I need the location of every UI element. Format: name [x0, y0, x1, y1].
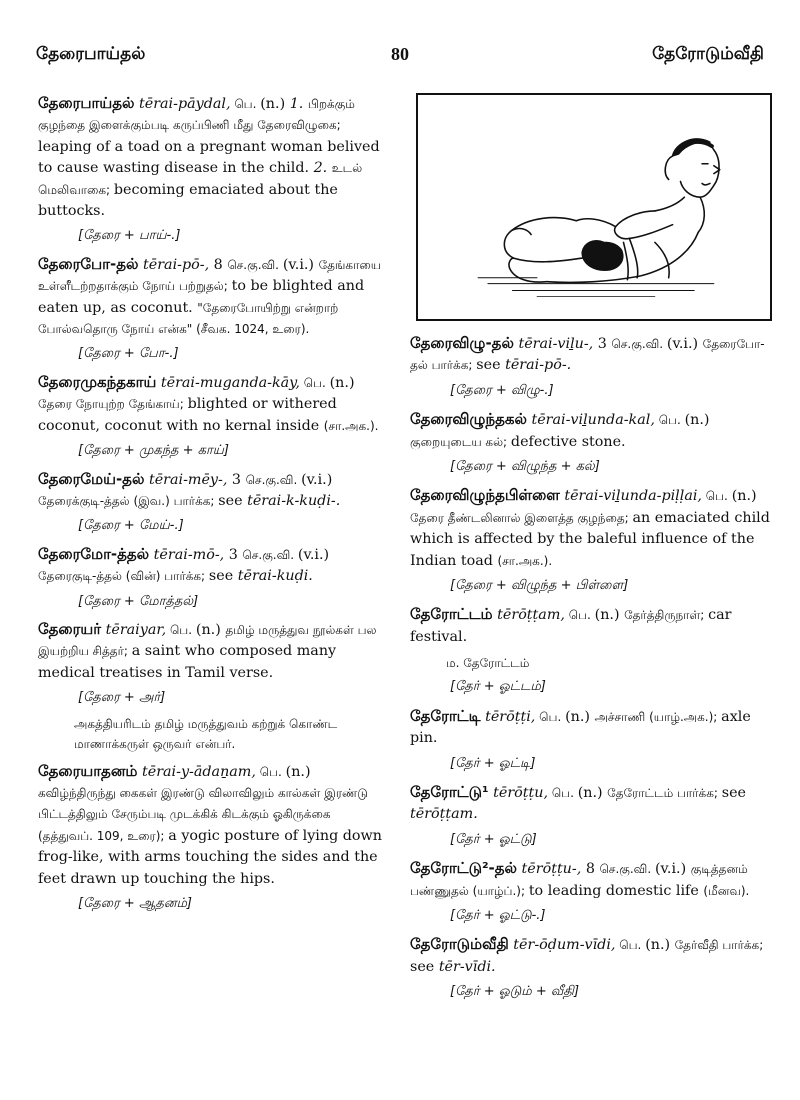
left-column [38, 93, 388, 921]
entry-english-text: a yogic posture of lying down frog-like, with arms touching the sides and the feet drawn up touching the hips. [38, 827, 382, 887]
entry-tamil-text: செ.கு.வி. [599, 862, 655, 877]
right-column [410, 93, 772, 1011]
entry-english-text: 8 [581, 861, 600, 878]
entry-tamil-text: தேரை தீண்டலினால் இளைத்த குழந்தை; [410, 510, 633, 525]
entry-english-text: leaping of a toad on a pregnant woman belived to cause wasting disease in the child. [38, 138, 380, 177]
entry-tamil-text: பிறக்கும் குழந்தை இளைக்கும்படி கருப்பிணி மீது தேரைவிழுகை; [38, 97, 355, 133]
right-column-entries [410, 333, 772, 1003]
entry-english-text: a saint who composed many medical treatises in Tamil verse. [38, 643, 337, 681]
entry-english-text: 3 [224, 546, 243, 563]
entry-tamil-text: "தேரைபோயிற்று என்றாற் போல்வதொரு நோய் என்க" (சீவக. 1024, உரை). [38, 300, 339, 337]
entry-tamil-text: (மீனவ). [703, 883, 750, 898]
frog-posture-drawing [418, 95, 770, 319]
entry-transliteration: tērai-kuḍi. [237, 568, 313, 585]
entry-english-text: to leading domestic life [528, 882, 704, 899]
entry-transliteration: tērai-mēy-, [144, 471, 228, 488]
entry-english-text: (n.) [565, 708, 595, 725]
dictionary-entry [38, 761, 388, 915]
entry-etymology: [தேரை + விழு-.] [450, 382, 554, 398]
entry-english-text: (v.i.) [666, 336, 703, 352]
entry-tamil-text: பெ. [535, 709, 566, 724]
entry-tamil-text: குடித்தனம் பண்ணுதல் (யாழ்ப்.); [410, 862, 748, 898]
dictionary-entry [38, 619, 388, 754]
entry-headword: தேரோட்டு²-தல் [410, 859, 517, 878]
entry-headword: தேரையாதனம் [38, 761, 138, 780]
entry-etymology: [தேரை + ஆதனம்] [78, 896, 192, 911]
entry-english-text: 8 [209, 256, 228, 273]
entry-transliteration: tērōṭṭam, [492, 607, 565, 624]
entry-headword: தேரோட்டு¹ [410, 782, 489, 801]
dictionary-entry [410, 485, 772, 596]
entry-transliteration: tērai-k-kuḍi-. [247, 492, 341, 509]
entry-headword: தேரைவிழு-தல் [410, 334, 514, 352]
entry-headword: தேரைமுகந்தகாய் [38, 372, 157, 391]
entry-etymology: [தேர் + ஓட்டி] [450, 755, 536, 771]
entry-english-text: (v.i.) [297, 546, 330, 563]
entry-tamil-text: உடல் மெலிவாகை; [38, 161, 363, 197]
entry-english-text: (n.) [731, 488, 757, 505]
dictionary-entry [38, 544, 388, 612]
entry-transliteration: tērōṭṭam. [410, 806, 478, 823]
entry-headword: தேரோட்டி [410, 706, 481, 725]
header-left-guideword: தேரைபாய்தல் [36, 44, 146, 64]
entry-english-text: 3 [593, 336, 612, 352]
entry-transliteration: tērōṭṭu, [488, 784, 548, 801]
entry-tamil-text: தேரைபோ-தல் பார்க்க; [410, 337, 765, 373]
entry-tamil-text: பெ. [230, 97, 261, 111]
entry-headword: தேரைபோ-தல் [38, 254, 139, 273]
entry-tamil-text: (சா.அக.). [323, 418, 379, 433]
entry-transliteration: tērai-viḻunda-piḷḷai, [559, 488, 702, 505]
entry-tamil-text: தேங்காயை உள்ளீடற்றதாக்கும் நோய் பற்றுதல்; [38, 257, 381, 294]
entry-tamil-text: செ.கு.வி. [611, 337, 667, 351]
entry-etymology: [தேர் + ஓட்டு-.] [450, 907, 546, 923]
entry-headword: தேரைமோ-த்தல் [38, 544, 150, 563]
entry-etymology: [தேரை + விழுந்த + கல்] [450, 459, 600, 475]
entry-english-text: see [218, 492, 248, 509]
entry-english-text: (n.) [329, 374, 355, 391]
entry-etymology: [தேரை + முகந்த + காய்] [78, 443, 229, 459]
entry-english-text: (n.) [594, 607, 625, 624]
entry-transliteration: tēr-ōḍum-vīdi, [508, 937, 616, 954]
entry-etymology: [தேரை + பாய்-.] [78, 228, 181, 244]
entry-tamil-text: பெ. [654, 413, 685, 428]
dictionary-entry [410, 782, 772, 850]
entry-tamil-text: செ.கு.வி. [242, 547, 298, 562]
entry-tamil-text: தேரை நோயுற்ற தேங்காய்; [38, 397, 188, 412]
entry-tamil-text: கவிழ்ந்திருந்து கைகள் இரண்டு விலாவிலும் கால்கள் இரண்டு பிட்டத்திலும் சேரும்படி முடக்கிக் கிடக்கும் ஓகிருக்கை (தத்துவப். 109, உரை); [38, 785, 369, 843]
entry-english-text: to be blighted and eaten up, as coconut. [38, 278, 365, 316]
entry-tamil-text: பெ. [615, 938, 646, 953]
dictionary-entry [410, 858, 772, 926]
entry-etymology: [தேரை + விழுந்த + பிள்ளை] [450, 578, 629, 594]
entry-cognate-note: ம. தேரோட்டம் [446, 656, 530, 671]
entry-etymology: [தேர் + ஓட்டு] [450, 831, 537, 847]
dictionary-entry [410, 604, 772, 697]
entry-tamil-text: செ.கு.வி. [245, 472, 302, 487]
entry-tamil-text: பெ. [548, 785, 578, 800]
dictionary-entry [410, 333, 772, 401]
entry-transliteration: tērai-muganda-kāy, [156, 374, 300, 391]
dictionary-entry [410, 706, 772, 774]
entry-transliteration: tērai-pāydal, [134, 96, 231, 112]
entry-english-text: (n.) [260, 96, 290, 112]
entry-english-text: (v.i.) [282, 256, 319, 273]
entry-headword: தேரைபாய்தல் [38, 94, 135, 112]
header-right-guideword: தேரோடும்வீதி [652, 44, 764, 64]
entry-tamil-text: தமிழ் மருத்துவ நூல்கள் பல இயற்றிய சித்தர்; [38, 622, 377, 659]
entry-english-text: (n.) [285, 763, 311, 780]
entry-english-text: (n.) [645, 937, 675, 954]
entry-headword: தேரையர் [38, 619, 102, 638]
entry-transliteration: tērai-pō-, [138, 256, 210, 273]
entry-english-text: blighted or withered coconut, coconut with no kernal inside [38, 396, 337, 434]
entry-tamil-text: பெ. [299, 375, 330, 390]
entry-tamil-text: செ.கு.வி. [227, 257, 283, 272]
entry-transliteration: tērai-viḻunda-kal, [526, 412, 655, 429]
entry-english-text: axle pin. [410, 708, 751, 747]
entry-english-text: (n.) [684, 412, 710, 429]
entry-english-text: defective stone. [510, 433, 626, 450]
entry-transliteration: tērōṭṭu-, [517, 861, 582, 878]
entry-etymology: [தேரை + அர்] [78, 690, 166, 706]
entry-english-text: (n.) [195, 621, 226, 638]
entry-english-text: see [476, 357, 506, 374]
entry-tamil-text: பெ. [701, 489, 732, 504]
entry-tamil-text: பெ. [255, 764, 286, 779]
entry-transliteration: tērai-pō-. [505, 357, 572, 374]
entry-english-text: an emaciated child which is affected by the baleful influence of the Indian toad [410, 509, 770, 569]
dictionary-entry [38, 254, 388, 365]
entry-tamil-text: தேர்த்திருநாள்; [624, 608, 709, 623]
entry-transliteration: tērōṭṭi, [480, 708, 536, 725]
entry-etymology: [தேர் + ஓடும் + வீதி] [450, 984, 580, 1000]
entry-etymology: [தேரை + மேய்-.] [78, 518, 184, 534]
dictionary-entry [38, 372, 388, 462]
entry-transliteration: 1. [289, 96, 308, 112]
entry-headword: தேரைவிழுந்தபிள்ளை [410, 486, 560, 505]
entry-transliteration: tērai-y-ādaṉam, [137, 763, 256, 780]
entry-etymology: [தேரை + மோத்தல்] [78, 593, 199, 609]
entry-note: அகத்தியரிடம் தமிழ் மருத்துவம் கற்றுக் கொண்ட மாணாக்கருள் ஒருவர் என்பர். [74, 716, 338, 751]
entry-transliteration: tēr-vīdi. [438, 958, 496, 975]
entry-english-text: (n.) [577, 784, 608, 801]
dictionary-entry [38, 469, 388, 537]
yoga-posture-illustration [416, 93, 772, 321]
entry-transliteration: tērai-viḻu-, [513, 336, 594, 352]
dictionary-entry [38, 93, 388, 247]
entry-tamil-text: பெ. [166, 622, 196, 637]
entry-tamil-text: குறையுடைய கல்; [410, 434, 511, 449]
entry-english-text: see [410, 958, 439, 975]
entry-etymology: [தேர் + ஓட்டம்] [450, 679, 546, 695]
entry-english-text: car festival. [410, 607, 732, 645]
entry-english-text: (v.i.) [301, 471, 333, 488]
page-number: 80 [391, 44, 409, 64]
entry-tamil-text: தேரோட்டம் பார்க்க; [607, 785, 722, 800]
entry-headword: தேரைமேய்-தல் [38, 469, 145, 488]
page-header [36, 44, 764, 74]
entry-tamil-text: தேரைகுடி-த்தல் (வின்) பார்க்க; [38, 569, 209, 584]
entry-tamil-text: பெ. [564, 608, 595, 623]
entry-transliteration: tērai-mō-, [149, 546, 225, 563]
entry-tamil-text: தேரைக்குடி-த்தல் (இவ.) பார்க்க; [38, 493, 219, 508]
entry-tamil-text: (சா.அக.). [497, 553, 553, 568]
entry-tamil-text: தேர்வீதி பார்க்க; [674, 938, 764, 953]
entry-etymology: [தேரை + போ-.] [78, 346, 179, 362]
entry-headword: தேரோட்டம் [410, 605, 493, 624]
dictionary-entry [410, 934, 772, 1002]
entry-english-text: becoming emaciated about the buttocks. [38, 181, 338, 220]
entry-english-text: see [208, 568, 238, 585]
entry-english-text: 3 [227, 471, 246, 488]
entry-english-text: see [721, 784, 747, 801]
entry-english-text: (v.i.) [654, 861, 691, 878]
entry-transliteration: tēraiyar, [101, 621, 167, 638]
entry-headword: தேரோடும்வீதி [410, 935, 509, 954]
dictionary-entry [410, 409, 772, 477]
entry-headword: தேரைவிழுந்தகல் [410, 410, 527, 429]
entry-tamil-text: அச்சாணி (யாழ்.அக.); [594, 709, 722, 724]
entry-transliteration: 2. [313, 160, 332, 177]
